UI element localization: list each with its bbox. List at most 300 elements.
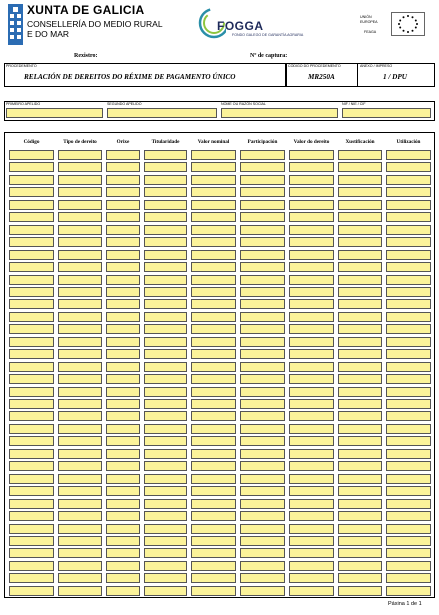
table-cell-input[interactable] [9, 349, 54, 359]
table-cell-input[interactable] [144, 287, 187, 297]
table-cell-input[interactable] [338, 275, 382, 285]
table-cell-input[interactable] [338, 524, 382, 534]
table-cell-input[interactable] [106, 225, 140, 235]
table-cell-input[interactable] [191, 349, 236, 359]
table-cell-input[interactable] [144, 200, 187, 210]
table-cell-input[interactable] [240, 175, 285, 185]
table-cell-input[interactable] [9, 262, 54, 272]
table-cell-input[interactable] [144, 374, 187, 384]
table-cell-input[interactable] [58, 287, 102, 297]
table-cell-input[interactable] [106, 524, 140, 534]
table-cell-input[interactable] [58, 349, 102, 359]
table-cell-input[interactable] [58, 436, 102, 446]
nif-field[interactable] [342, 108, 431, 118]
table-cell-input[interactable] [9, 337, 54, 347]
table-cell-input[interactable] [240, 212, 285, 222]
table-cell-input[interactable] [144, 299, 187, 309]
table-cell-input[interactable] [289, 511, 334, 521]
table-cell-input[interactable] [58, 524, 102, 534]
table-cell-input[interactable] [106, 162, 140, 172]
table-cell-input[interactable] [240, 436, 285, 446]
table-cell-input[interactable] [106, 362, 140, 372]
table-cell-input[interactable] [9, 486, 54, 496]
table-cell-input[interactable] [58, 387, 102, 397]
nome-field[interactable] [221, 108, 338, 118]
table-cell-input[interactable] [9, 324, 54, 334]
table-cell-input[interactable] [191, 536, 236, 546]
table-cell-input[interactable] [191, 399, 236, 409]
table-cell-input[interactable] [9, 175, 54, 185]
table-cell-input[interactable] [191, 436, 236, 446]
table-cell-input[interactable] [240, 187, 285, 197]
table-cell-input[interactable] [338, 436, 382, 446]
table-cell-input[interactable] [289, 561, 334, 571]
table-cell-input[interactable] [144, 337, 187, 347]
table-cell-input[interactable] [338, 424, 382, 434]
table-cell-input[interactable] [106, 187, 140, 197]
table-cell-input[interactable] [289, 436, 334, 446]
table-cell-input[interactable] [289, 262, 334, 272]
table-cell-input[interactable] [58, 486, 102, 496]
table-cell-input[interactable] [240, 337, 285, 347]
table-cell-input[interactable] [289, 237, 334, 247]
table-cell-input[interactable] [191, 374, 236, 384]
table-cell-input[interactable] [58, 586, 102, 596]
table-cell-input[interactable] [191, 387, 236, 397]
table-cell-input[interactable] [144, 411, 187, 421]
table-cell-input[interactable] [144, 150, 187, 160]
table-cell-input[interactable] [240, 275, 285, 285]
table-cell-input[interactable] [144, 499, 187, 509]
table-cell-input[interactable] [386, 411, 431, 421]
table-cell-input[interactable] [338, 349, 382, 359]
table-cell-input[interactable] [386, 225, 431, 235]
table-cell-input[interactable] [240, 299, 285, 309]
table-cell-input[interactable] [338, 150, 382, 160]
table-cell-input[interactable] [106, 324, 140, 334]
table-cell-input[interactable] [240, 536, 285, 546]
table-cell-input[interactable] [9, 474, 54, 484]
table-cell-input[interactable] [240, 424, 285, 434]
table-cell-input[interactable] [338, 287, 382, 297]
table-cell-input[interactable] [289, 461, 334, 471]
table-cell-input[interactable] [58, 399, 102, 409]
table-cell-input[interactable] [240, 573, 285, 583]
table-cell-input[interactable] [386, 324, 431, 334]
table-cell-input[interactable] [191, 362, 236, 372]
table-cell-input[interactable] [240, 449, 285, 459]
table-cell-input[interactable] [289, 299, 334, 309]
table-cell-input[interactable] [338, 262, 382, 272]
table-cell-input[interactable] [240, 362, 285, 372]
table-cell-input[interactable] [338, 399, 382, 409]
table-cell-input[interactable] [144, 262, 187, 272]
table-cell-input[interactable] [338, 237, 382, 247]
table-cell-input[interactable] [106, 337, 140, 347]
table-cell-input[interactable] [289, 424, 334, 434]
table-cell-input[interactable] [338, 250, 382, 260]
table-cell-input[interactable] [289, 548, 334, 558]
table-cell-input[interactable] [289, 150, 334, 160]
table-cell-input[interactable] [9, 312, 54, 322]
table-cell-input[interactable] [106, 474, 140, 484]
table-cell-input[interactable] [191, 225, 236, 235]
table-cell-input[interactable] [9, 387, 54, 397]
table-cell-input[interactable] [9, 573, 54, 583]
table-cell-input[interactable] [144, 524, 187, 534]
table-cell-input[interactable] [144, 212, 187, 222]
table-cell-input[interactable] [386, 262, 431, 272]
table-cell-input[interactable] [106, 387, 140, 397]
table-cell-input[interactable] [240, 250, 285, 260]
table-cell-input[interactable] [338, 175, 382, 185]
table-cell-input[interactable] [58, 312, 102, 322]
table-cell-input[interactable] [386, 486, 431, 496]
table-cell-input[interactable] [289, 524, 334, 534]
table-cell-input[interactable] [191, 474, 236, 484]
table-cell-input[interactable] [240, 499, 285, 509]
table-cell-input[interactable] [289, 573, 334, 583]
table-cell-input[interactable] [386, 200, 431, 210]
table-cell-input[interactable] [106, 561, 140, 571]
table-cell-input[interactable] [289, 312, 334, 322]
table-cell-input[interactable] [144, 511, 187, 521]
table-cell-input[interactable] [338, 499, 382, 509]
table-cell-input[interactable] [191, 337, 236, 347]
table-cell-input[interactable] [191, 275, 236, 285]
table-cell-input[interactable] [289, 337, 334, 347]
table-cell-input[interactable] [58, 411, 102, 421]
table-cell-input[interactable] [386, 337, 431, 347]
table-cell-input[interactable] [144, 237, 187, 247]
table-cell-input[interactable] [338, 586, 382, 596]
table-cell-input[interactable] [191, 324, 236, 334]
table-cell-input[interactable] [338, 461, 382, 471]
table-cell-input[interactable] [191, 524, 236, 534]
table-cell-input[interactable] [144, 573, 187, 583]
table-cell-input[interactable] [338, 200, 382, 210]
primeiro-apelido-field[interactable] [6, 108, 103, 118]
table-cell-input[interactable] [9, 424, 54, 434]
table-cell-input[interactable] [289, 275, 334, 285]
table-cell-input[interactable] [289, 399, 334, 409]
table-cell-input[interactable] [191, 162, 236, 172]
table-cell-input[interactable] [9, 150, 54, 160]
table-cell-input[interactable] [9, 586, 54, 596]
table-cell-input[interactable] [58, 573, 102, 583]
table-cell-input[interactable] [58, 474, 102, 484]
table-cell-input[interactable] [240, 586, 285, 596]
table-cell-input[interactable] [144, 536, 187, 546]
table-cell-input[interactable] [106, 262, 140, 272]
table-cell-input[interactable] [386, 237, 431, 247]
table-cell-input[interactable] [386, 511, 431, 521]
table-cell-input[interactable] [144, 175, 187, 185]
table-cell-input[interactable] [144, 349, 187, 359]
table-cell-input[interactable] [386, 387, 431, 397]
table-cell-input[interactable] [106, 499, 140, 509]
table-cell-input[interactable] [191, 299, 236, 309]
table-cell-input[interactable] [106, 486, 140, 496]
table-cell-input[interactable] [240, 474, 285, 484]
table-cell-input[interactable] [240, 461, 285, 471]
table-cell-input[interactable] [289, 349, 334, 359]
table-cell-input[interactable] [386, 586, 431, 596]
table-cell-input[interactable] [240, 200, 285, 210]
table-cell-input[interactable] [144, 486, 187, 496]
table-cell-input[interactable] [338, 362, 382, 372]
table-cell-input[interactable] [58, 424, 102, 434]
table-cell-input[interactable] [9, 275, 54, 285]
table-cell-input[interactable] [289, 374, 334, 384]
table-cell-input[interactable] [386, 275, 431, 285]
table-cell-input[interactable] [58, 200, 102, 210]
table-cell-input[interactable] [144, 362, 187, 372]
table-cell-input[interactable] [9, 237, 54, 247]
table-cell-input[interactable] [106, 237, 140, 247]
table-cell-input[interactable] [144, 561, 187, 571]
table-cell-input[interactable] [58, 250, 102, 260]
table-cell-input[interactable] [58, 299, 102, 309]
table-cell-input[interactable] [338, 299, 382, 309]
table-cell-input[interactable] [240, 262, 285, 272]
table-cell-input[interactable] [386, 499, 431, 509]
table-cell-input[interactable] [106, 536, 140, 546]
table-cell-input[interactable] [386, 449, 431, 459]
table-cell-input[interactable] [9, 250, 54, 260]
table-cell-input[interactable] [144, 449, 187, 459]
table-cell-input[interactable] [191, 424, 236, 434]
table-cell-input[interactable] [58, 187, 102, 197]
table-cell-input[interactable] [106, 299, 140, 309]
table-cell-input[interactable] [106, 312, 140, 322]
table-cell-input[interactable] [240, 387, 285, 397]
table-cell-input[interactable] [386, 150, 431, 160]
table-cell-input[interactable] [240, 411, 285, 421]
table-cell-input[interactable] [240, 225, 285, 235]
table-cell-input[interactable] [191, 200, 236, 210]
table-cell-input[interactable] [144, 474, 187, 484]
table-cell-input[interactable] [289, 499, 334, 509]
table-cell-input[interactable] [106, 586, 140, 596]
table-cell-input[interactable] [386, 474, 431, 484]
table-cell-input[interactable] [106, 399, 140, 409]
table-cell-input[interactable] [289, 362, 334, 372]
table-cell-input[interactable] [289, 225, 334, 235]
table-cell-input[interactable] [289, 324, 334, 334]
table-cell-input[interactable] [9, 162, 54, 172]
table-cell-input[interactable] [338, 474, 382, 484]
table-cell-input[interactable] [144, 324, 187, 334]
table-cell-input[interactable] [240, 374, 285, 384]
table-cell-input[interactable] [106, 436, 140, 446]
table-cell-input[interactable] [386, 524, 431, 534]
table-cell-input[interactable] [289, 586, 334, 596]
table-cell-input[interactable] [289, 250, 334, 260]
table-cell-input[interactable] [58, 212, 102, 222]
table-cell-input[interactable] [338, 548, 382, 558]
table-cell-input[interactable] [338, 225, 382, 235]
table-cell-input[interactable] [386, 561, 431, 571]
table-cell-input[interactable] [386, 374, 431, 384]
table-cell-input[interactable] [9, 187, 54, 197]
table-cell-input[interactable] [9, 362, 54, 372]
table-cell-input[interactable] [144, 275, 187, 285]
table-cell-input[interactable] [289, 411, 334, 421]
table-cell-input[interactable] [338, 561, 382, 571]
table-cell-input[interactable] [240, 561, 285, 571]
table-cell-input[interactable] [289, 212, 334, 222]
table-cell-input[interactable] [240, 324, 285, 334]
table-cell-input[interactable] [106, 150, 140, 160]
table-cell-input[interactable] [106, 287, 140, 297]
table-cell-input[interactable] [58, 561, 102, 571]
table-cell-input[interactable] [144, 548, 187, 558]
table-cell-input[interactable] [191, 175, 236, 185]
table-cell-input[interactable] [9, 499, 54, 509]
table-cell-input[interactable] [191, 187, 236, 197]
table-cell-input[interactable] [106, 548, 140, 558]
table-cell-input[interactable] [191, 573, 236, 583]
table-cell-input[interactable] [191, 212, 236, 222]
table-cell-input[interactable] [386, 573, 431, 583]
table-cell-input[interactable] [106, 511, 140, 521]
table-cell-input[interactable] [9, 399, 54, 409]
table-cell-input[interactable] [9, 212, 54, 222]
table-cell-input[interactable] [338, 449, 382, 459]
table-cell-input[interactable] [9, 449, 54, 459]
table-cell-input[interactable] [9, 287, 54, 297]
table-cell-input[interactable] [106, 250, 140, 260]
table-cell-input[interactable] [338, 573, 382, 583]
table-cell-input[interactable] [289, 162, 334, 172]
table-cell-input[interactable] [191, 548, 236, 558]
table-cell-input[interactable] [386, 349, 431, 359]
table-cell-input[interactable] [289, 536, 334, 546]
table-cell-input[interactable] [191, 411, 236, 421]
table-cell-input[interactable] [58, 499, 102, 509]
table-cell-input[interactable] [240, 287, 285, 297]
table-cell-input[interactable] [58, 362, 102, 372]
table-cell-input[interactable] [386, 436, 431, 446]
table-cell-input[interactable] [58, 225, 102, 235]
table-cell-input[interactable] [338, 536, 382, 546]
table-cell-input[interactable] [191, 461, 236, 471]
table-cell-input[interactable] [9, 299, 54, 309]
table-cell-input[interactable] [338, 187, 382, 197]
table-cell-input[interactable] [106, 200, 140, 210]
table-cell-input[interactable] [338, 486, 382, 496]
table-cell-input[interactable] [338, 387, 382, 397]
table-cell-input[interactable] [386, 287, 431, 297]
table-cell-input[interactable] [9, 374, 54, 384]
table-cell-input[interactable] [144, 312, 187, 322]
table-cell-input[interactable] [58, 262, 102, 272]
table-cell-input[interactable] [106, 374, 140, 384]
table-cell-input[interactable] [144, 225, 187, 235]
table-cell-input[interactable] [58, 511, 102, 521]
table-cell-input[interactable] [240, 349, 285, 359]
table-cell-input[interactable] [144, 250, 187, 260]
table-cell-input[interactable] [386, 175, 431, 185]
table-cell-input[interactable] [106, 449, 140, 459]
table-cell-input[interactable] [144, 424, 187, 434]
table-cell-input[interactable] [58, 237, 102, 247]
table-cell-input[interactable] [106, 349, 140, 359]
table-cell-input[interactable] [58, 461, 102, 471]
table-cell-input[interactable] [106, 461, 140, 471]
table-cell-input[interactable] [338, 337, 382, 347]
table-cell-input[interactable] [9, 436, 54, 446]
table-cell-input[interactable] [144, 187, 187, 197]
table-cell-input[interactable] [386, 312, 431, 322]
table-cell-input[interactable] [191, 586, 236, 596]
table-cell-input[interactable] [144, 461, 187, 471]
table-cell-input[interactable] [338, 324, 382, 334]
table-cell-input[interactable] [191, 449, 236, 459]
table-cell-input[interactable] [386, 548, 431, 558]
table-cell-input[interactable] [106, 212, 140, 222]
table-cell-input[interactable] [144, 586, 187, 596]
table-cell-input[interactable] [144, 162, 187, 172]
table-cell-input[interactable] [58, 374, 102, 384]
table-cell-input[interactable] [338, 411, 382, 421]
table-cell-input[interactable] [9, 461, 54, 471]
table-cell-input[interactable] [191, 250, 236, 260]
table-cell-input[interactable] [191, 312, 236, 322]
table-cell-input[interactable] [106, 573, 140, 583]
table-cell-input[interactable] [386, 187, 431, 197]
table-cell-input[interactable] [289, 449, 334, 459]
segundo-apelido-field[interactable] [107, 108, 217, 118]
table-cell-input[interactable] [9, 511, 54, 521]
table-cell-input[interactable] [191, 511, 236, 521]
table-cell-input[interactable] [58, 449, 102, 459]
table-cell-input[interactable] [144, 436, 187, 446]
table-cell-input[interactable] [289, 387, 334, 397]
table-cell-input[interactable] [106, 411, 140, 421]
table-cell-input[interactable] [289, 287, 334, 297]
table-cell-input[interactable] [240, 237, 285, 247]
table-cell-input[interactable] [338, 312, 382, 322]
table-cell-input[interactable] [240, 312, 285, 322]
table-cell-input[interactable] [386, 162, 431, 172]
table-cell-input[interactable] [191, 499, 236, 509]
table-cell-input[interactable] [240, 548, 285, 558]
table-cell-input[interactable] [240, 524, 285, 534]
table-cell-input[interactable] [9, 536, 54, 546]
table-cell-input[interactable] [240, 486, 285, 496]
table-cell-input[interactable] [338, 212, 382, 222]
table-cell-input[interactable] [106, 275, 140, 285]
table-cell-input[interactable] [9, 524, 54, 534]
table-cell-input[interactable] [240, 150, 285, 160]
table-cell-input[interactable] [240, 511, 285, 521]
table-cell-input[interactable] [191, 561, 236, 571]
table-cell-input[interactable] [338, 511, 382, 521]
table-cell-input[interactable] [9, 561, 54, 571]
table-cell-input[interactable] [9, 548, 54, 558]
table-cell-input[interactable] [58, 162, 102, 172]
table-cell-input[interactable] [58, 275, 102, 285]
table-cell-input[interactable] [191, 262, 236, 272]
table-cell-input[interactable] [191, 486, 236, 496]
table-cell-input[interactable] [106, 424, 140, 434]
table-cell-input[interactable] [191, 150, 236, 160]
table-cell-input[interactable] [289, 474, 334, 484]
table-cell-input[interactable] [386, 424, 431, 434]
table-cell-input[interactable] [58, 324, 102, 334]
